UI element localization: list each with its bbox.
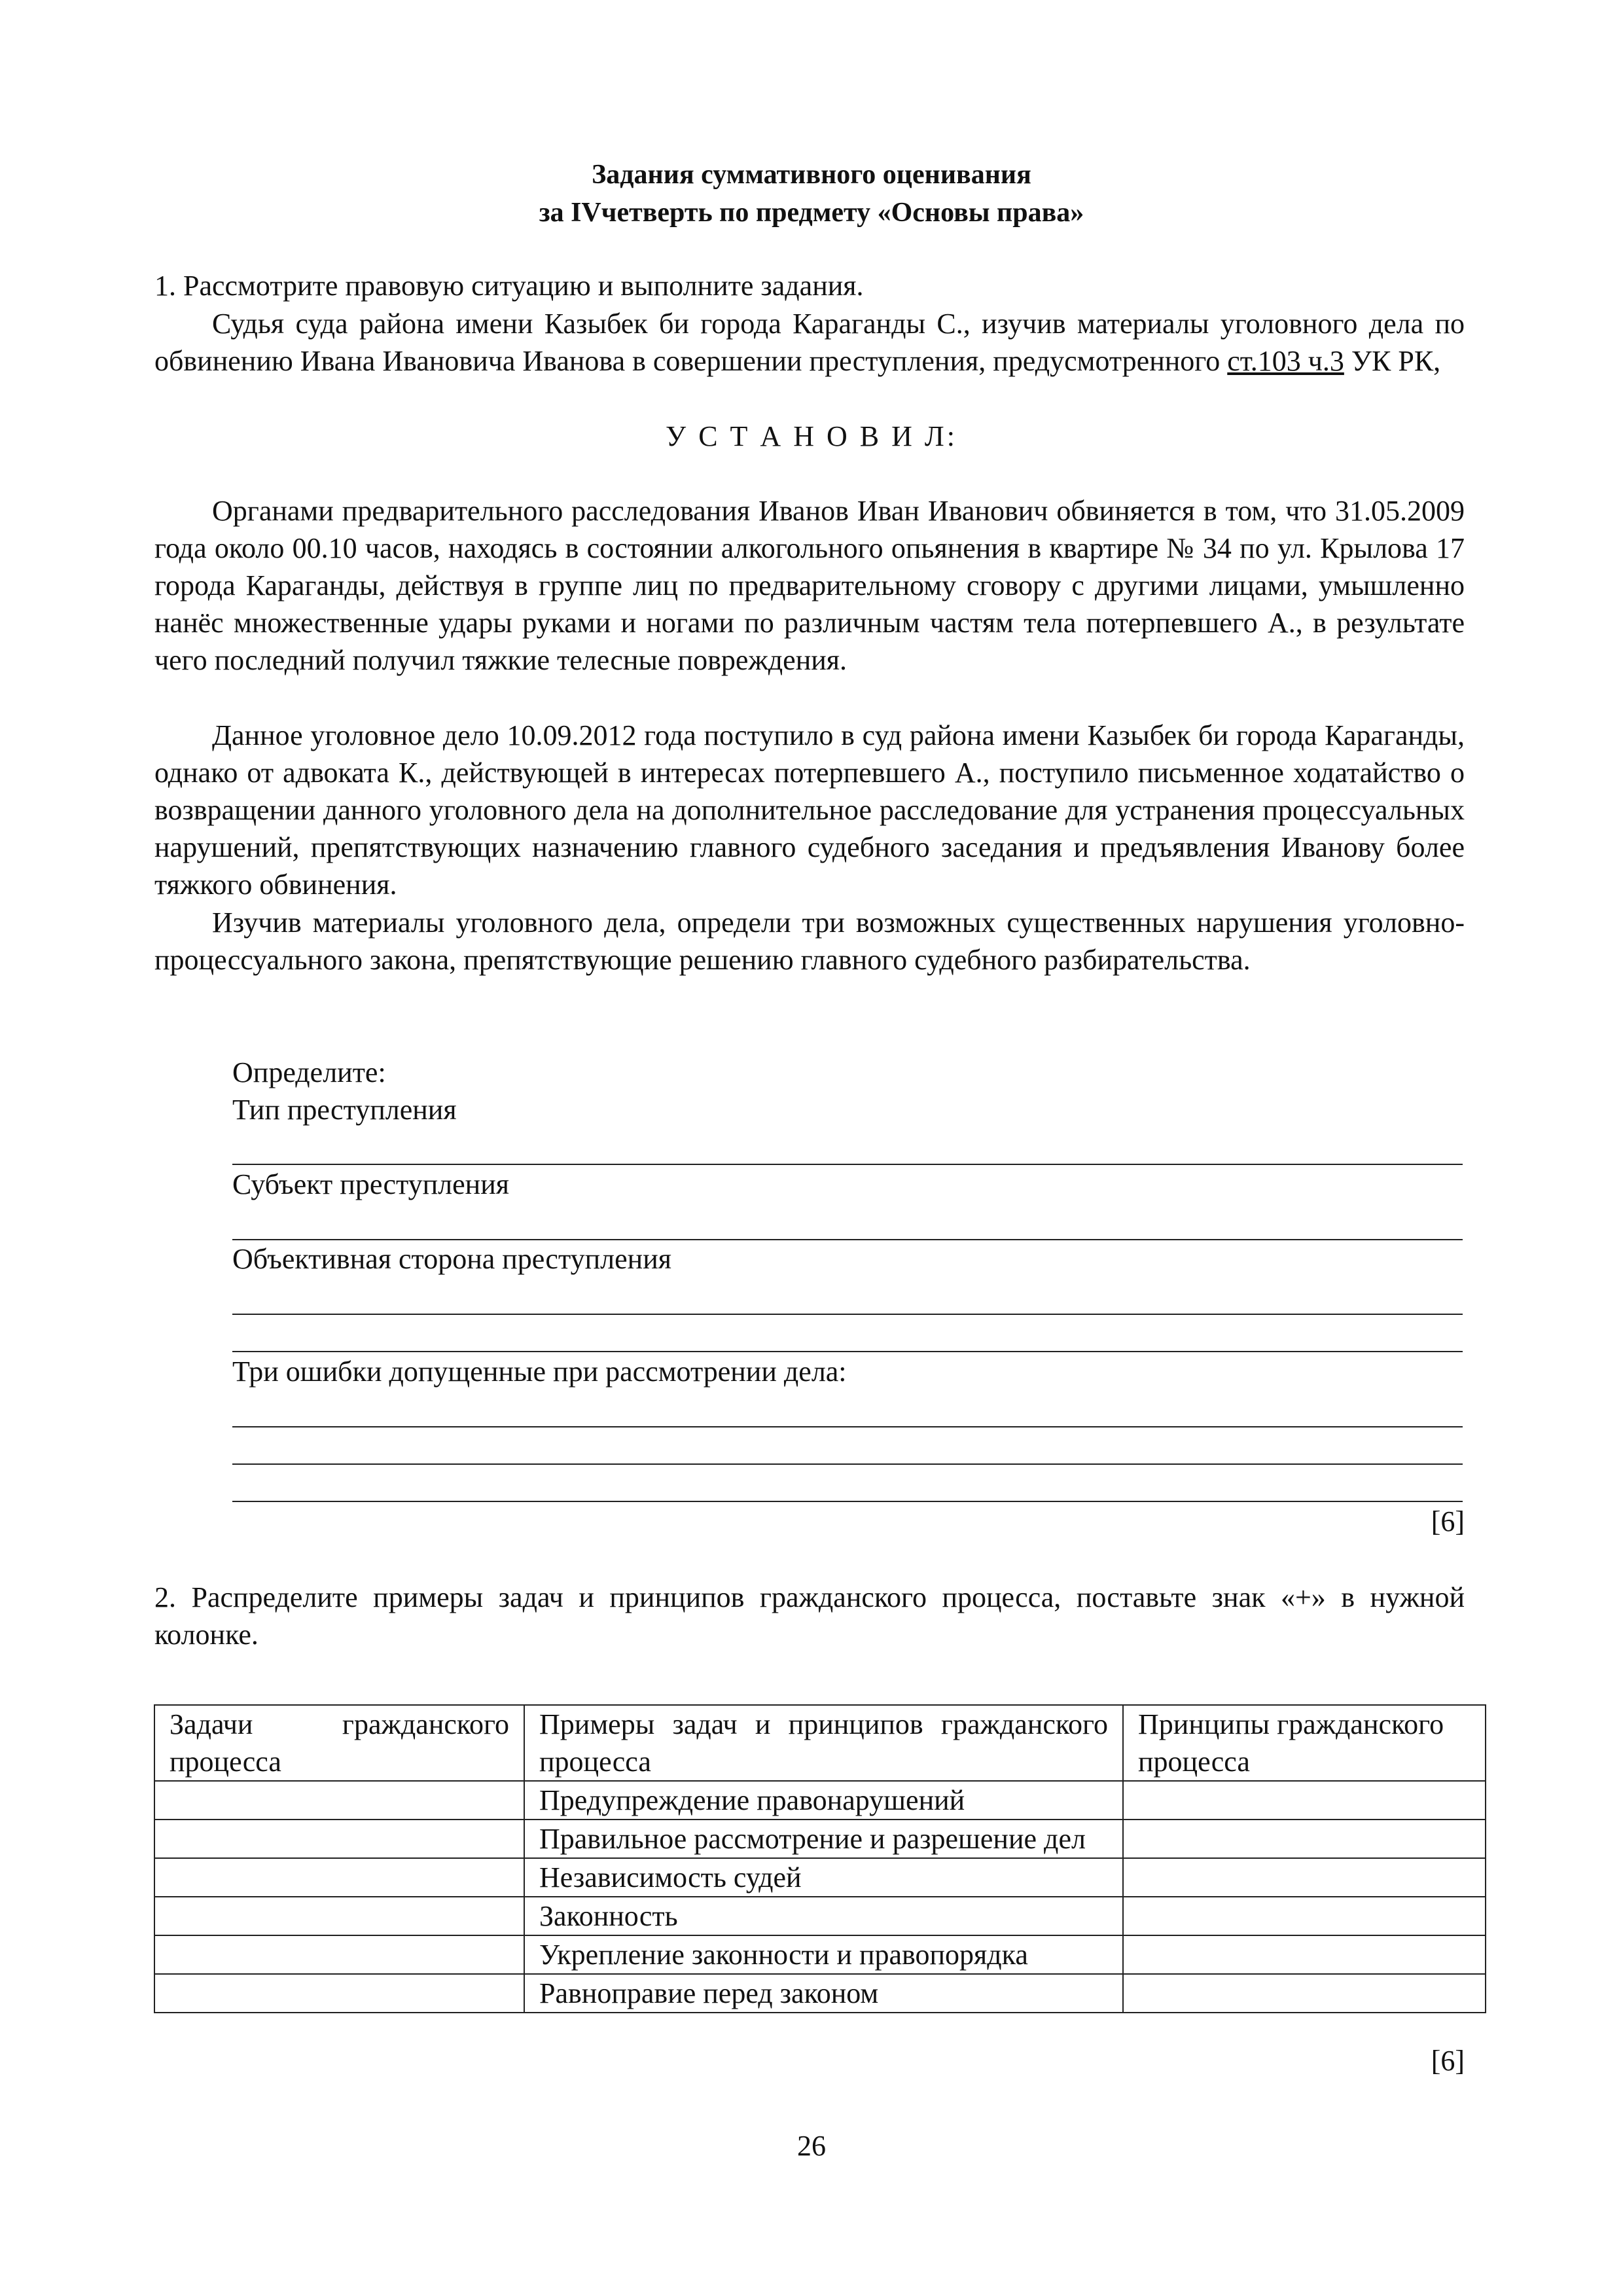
civil-process-table bbox=[154, 1704, 1486, 2013]
ustanovil-heading: У С Т А Н О В И Л: bbox=[666, 420, 957, 452]
example-cell: Равноправие перед законом bbox=[524, 1974, 1123, 2013]
tasks-cell[interactable] bbox=[154, 1858, 524, 1897]
principles-cell[interactable] bbox=[1123, 1897, 1486, 1935]
task2-score: [6] bbox=[1431, 2045, 1465, 2077]
tasks-cell[interactable] bbox=[154, 1974, 524, 2013]
paragraph-1-tail: УК РК, bbox=[1344, 345, 1441, 377]
principles-cell[interactable] bbox=[1123, 1820, 1486, 1858]
objective-side-label: Объективная сторона преступления bbox=[232, 1243, 671, 1275]
task2-intro: 2. Распределите примеры задач и принципов гражданского процесса, поставьте знак «+» в нужной колонке. bbox=[154, 1581, 1465, 1651]
table-row bbox=[154, 1974, 1486, 2013]
principles-cell[interactable] bbox=[1123, 1858, 1486, 1897]
principles-cell[interactable] bbox=[1123, 1974, 1486, 2013]
header-tasks: Задачи гражданского процесса bbox=[154, 1705, 524, 1781]
table-header-row bbox=[154, 1705, 1486, 1781]
crime-subject-label: Субъект преступления bbox=[232, 1168, 509, 1200]
table-row bbox=[154, 1820, 1486, 1858]
example-cell: Законность bbox=[524, 1897, 1123, 1935]
tasks-cell[interactable] bbox=[154, 1781, 524, 1820]
article-reference: ст.103 ч.3 bbox=[1227, 345, 1344, 377]
task1-paragraph-4: Изучив материалы уголовного дела, определи три возможных существенных нарушения уголовно-процессуального закона, препятствующие решению главного судебного разбирательства. bbox=[154, 906, 1465, 976]
example-cell: Предупреждение правонарушений bbox=[524, 1781, 1123, 1820]
answer-line-errors-1[interactable] bbox=[232, 1426, 1463, 1427]
table-row bbox=[154, 1858, 1486, 1897]
header-examples: Примеры задач и принципов гражданского процесса bbox=[524, 1705, 1123, 1781]
example-cell: Независимость судей bbox=[524, 1858, 1123, 1897]
table-row bbox=[154, 1897, 1486, 1935]
task1-paragraph-3: Данное уголовное дело 10.09.2012 года поступило в суд района имени Казыбек би города Караганды, однако от адвоката К., действующей в интересах потерпевшего А., поступило письменное ходатайство о возвращении данного уголовного дела на дополнительное расследование для устранения процессуальных нарушений, препятствующих назначению главного судебного заседания и предъявления Иванову более тяжкого обвинения. bbox=[154, 719, 1465, 901]
answer-line-objective-1[interactable] bbox=[232, 1314, 1463, 1315]
tasks-cell[interactable] bbox=[154, 1935, 524, 1974]
paragraph-1-text: Судья суда района имени Казыбек би города Караганды С., изучив материалы уголовного дела по обвинению Ивана Ивановича Иванова в совершении преступления, предусмотренного bbox=[154, 308, 1465, 377]
answer-line-errors-2[interactable] bbox=[232, 1463, 1463, 1465]
crime-type-label: Тип преступления bbox=[232, 1094, 457, 1126]
task1-paragraph-1 bbox=[154, 305, 1465, 380]
principles-cell[interactable] bbox=[1123, 1781, 1486, 1820]
task1-score: [6] bbox=[1431, 1505, 1465, 1537]
principles-cell[interactable] bbox=[1123, 1935, 1486, 1974]
title-line-2: за IVчетверть по предмету «Основы права» bbox=[539, 198, 1084, 228]
answer-line-errors-3[interactable] bbox=[232, 1501, 1463, 1502]
task1-paragraph-2: Органами предварительного расследования Иванов Иван Иванович обвиняется в том, что 31.05.2009 года около 00.10 часов, находясь в состоянии алкогольного опьянения в квартире № 34 по ул. Крылова 17 города Караганды, действуя в группе лиц по предварительному сговору с другими лицами, умышленно нанёс множественные удары руками и ногами по различным частям тела потерпевшего А., в результате чего последний получил тяжкие телесные повреждения. bbox=[154, 495, 1465, 676]
answer-line-crime-type[interactable] bbox=[232, 1164, 1463, 1165]
example-cell: Укрепление законности и правопорядка bbox=[524, 1935, 1123, 1974]
task1-intro: 1. Рассмотрите правовую ситуацию и выполните задания. bbox=[154, 270, 864, 302]
title-line-1: Задания суммативного оценивания bbox=[592, 160, 1031, 190]
page-number: 26 bbox=[797, 2130, 826, 2162]
example-cell: Правильное рассмотрение и разрешение дел bbox=[524, 1820, 1123, 1858]
tasks-cell[interactable] bbox=[154, 1820, 524, 1858]
determine-label: Определите: bbox=[232, 1056, 386, 1088]
errors-label: Три ошибки допущенные при рассмотрении дела: bbox=[232, 1355, 847, 1388]
table-row bbox=[154, 1781, 1486, 1820]
answer-line-objective-2[interactable] bbox=[232, 1351, 1463, 1352]
table-row bbox=[154, 1935, 1486, 1974]
tasks-cell[interactable] bbox=[154, 1897, 524, 1935]
header-principles: Принципы гражданского процесса bbox=[1123, 1705, 1486, 1781]
